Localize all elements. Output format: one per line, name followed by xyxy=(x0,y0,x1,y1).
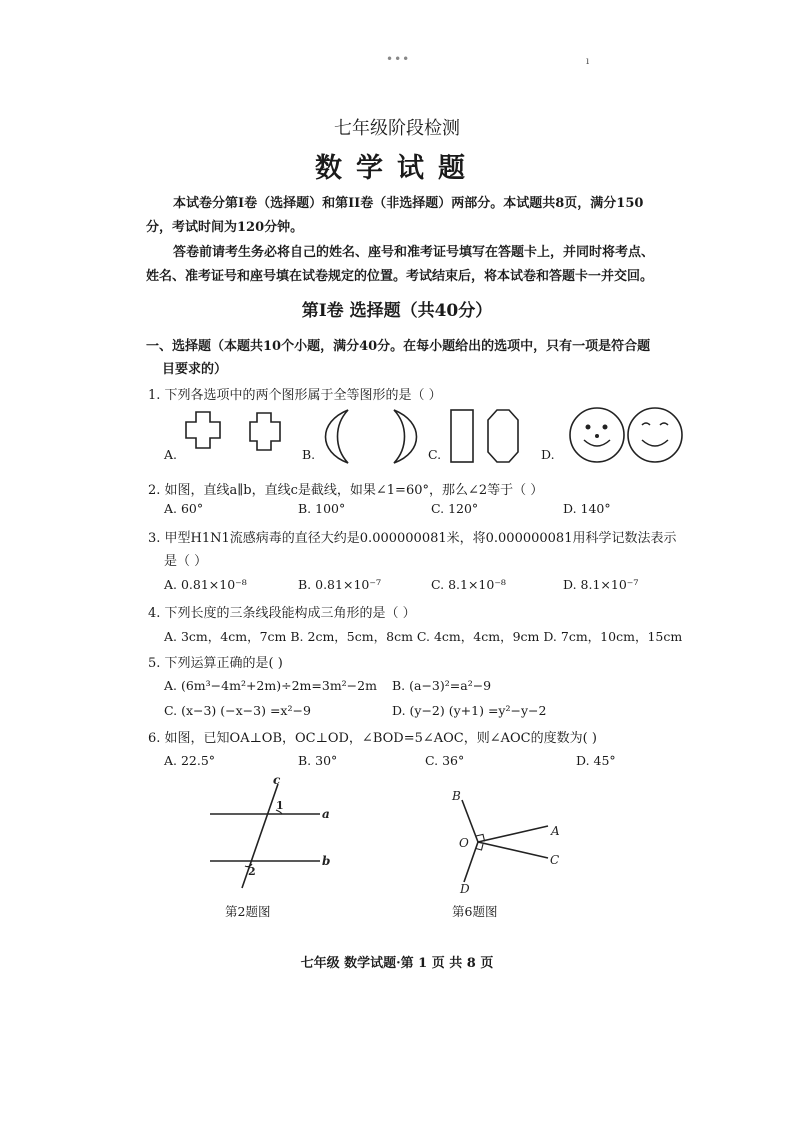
figure-6-angles xyxy=(440,778,580,898)
page-footer: 七年级 数学试题·第 1 页 共 8 页 xyxy=(300,956,494,971)
question-2-stem: 2. 如图，直线a∥b，直线c是截线，如果∠1=60°，那么∠2等于（ ） xyxy=(148,483,544,498)
q4-options: A. 3cm，4cm，7cm B. 2cm，5cm，8cm C. 4cm，4cm，9cm D. 7cm，10cm，15cm xyxy=(164,629,683,644)
exam-subtitle: 七年级阶段检测 xyxy=(334,118,460,139)
q5-option-b: B. (a−3)²=a²−9 xyxy=(392,678,492,693)
q1-b-crescent-right xyxy=(394,410,417,463)
figure-2-caption: 第2题图 xyxy=(225,904,271,919)
fig2-label-a: a xyxy=(322,807,330,821)
fig2-label-c: c xyxy=(273,773,281,787)
q2-option-c: C. 120° xyxy=(431,501,479,516)
fig2-label-1: 1 xyxy=(276,799,284,812)
intro-line-2: 分，考试时间为120分钟。 xyxy=(146,220,304,235)
section-instruction-2: 目要求的） xyxy=(162,362,228,377)
fig2-label-b: b xyxy=(322,854,331,868)
q3-option-d: D. 8.1×10⁻⁷ xyxy=(563,577,639,592)
q1-option-a-label: A. xyxy=(164,447,178,462)
q1-d-smiley-1 xyxy=(570,408,624,462)
q1-a-cross-2 xyxy=(250,413,280,450)
fig6-label-o: O xyxy=(459,836,469,850)
section-instruction-1: 一、选择题（本题共10个小题，满分40分。在每小题给出的选项中，只有一项是符合题 xyxy=(146,339,651,354)
fig6-label-a: A xyxy=(551,824,560,838)
q1-c-rectangle xyxy=(451,410,473,462)
question-3-stem-line-2: 是（ ） xyxy=(164,554,208,569)
q5-option-d: D. (y−2) (y+1) =y²−y−2 xyxy=(392,703,547,718)
section-title: 第Ⅰ卷 选择题（共40分） xyxy=(301,301,493,321)
question-3-stem-line-1: 3. 甲型H1N1流感病毒的直径大约是0.000000081米，将0.000000081用科学记数法表示 xyxy=(148,531,677,546)
intro-line-1: 本试卷分第Ⅰ卷（选择题）和第II卷（非选择题）两部分。本试题共8页，满分150 xyxy=(173,196,644,211)
q1-option-d-label: D. xyxy=(541,447,555,462)
q3-option-a: A. 0.81×10⁻⁸ xyxy=(164,577,247,592)
fig6-label-b: B xyxy=(452,789,461,803)
q6-option-d: D. 45° xyxy=(576,753,616,768)
q3-option-c: C. 8.1×10⁻⁸ xyxy=(431,577,506,592)
fig6-label-c: C xyxy=(550,853,560,867)
q2-option-d: D. 140° xyxy=(563,501,611,516)
q1-b-crescent-left xyxy=(326,410,349,463)
scan-mark: ı xyxy=(586,56,590,67)
q6-option-b: B. 30° xyxy=(298,753,338,768)
fig6-label-d: D xyxy=(460,882,470,896)
fig6-ray-oc xyxy=(478,842,548,858)
figure-2-parallel-lines xyxy=(200,772,350,902)
intro-line-3: 答卷前请考生务必将自己的姓名、座号和准考证号填写在答题卡上，并同时将考点、 xyxy=(173,245,655,260)
question-1-stem: 1. 下列各选项中的两个图形属于全等图形的是（ ） xyxy=(148,388,442,403)
figure-6-caption: 第6题图 xyxy=(452,904,498,919)
intro-line-4: 姓名、准考证号和座号填在试卷规定的位置。考试结束后，将本试卷和答题卡一并交回。 xyxy=(146,269,654,284)
question-4-stem: 4. 下列长度的三条线段能构成三角形的是（ ） xyxy=(148,606,416,621)
q2-option-a: A. 60° xyxy=(164,501,204,516)
q1-c-octagon xyxy=(488,410,518,462)
q5-option-c: C. (x−3) (−x−3) =x²−9 xyxy=(164,703,311,718)
q6-option-a: A. 22.5° xyxy=(164,753,216,768)
question-5-stem: 5. 下列运算正确的是( ) xyxy=(148,656,283,671)
q5-option-a: A. (6m³−4m²+2m)÷2m=3m²−2m xyxy=(164,678,377,693)
q1-d-smiley-2 xyxy=(628,408,682,462)
exam-title: 数学试题 xyxy=(315,153,479,184)
q2-option-b: B. 100° xyxy=(298,501,346,516)
scan-dots: ••• xyxy=(386,52,411,66)
fig2-label-2: 2 xyxy=(248,865,256,878)
fig6-ray-oa xyxy=(478,826,548,842)
q1-a-cross-1 xyxy=(186,412,220,448)
q3-option-b: B. 0.81×10⁻⁷ xyxy=(298,577,381,592)
question-6-stem: 6. 如图，已知OA⊥OB，OC⊥OD，∠BOD=5∠AOC，则∠AOC的度数为( ) xyxy=(148,731,597,746)
q1-option-b-label: B. xyxy=(302,447,316,462)
q1-option-c-label: C. xyxy=(428,447,442,462)
q6-option-c: C. 36° xyxy=(425,753,465,768)
